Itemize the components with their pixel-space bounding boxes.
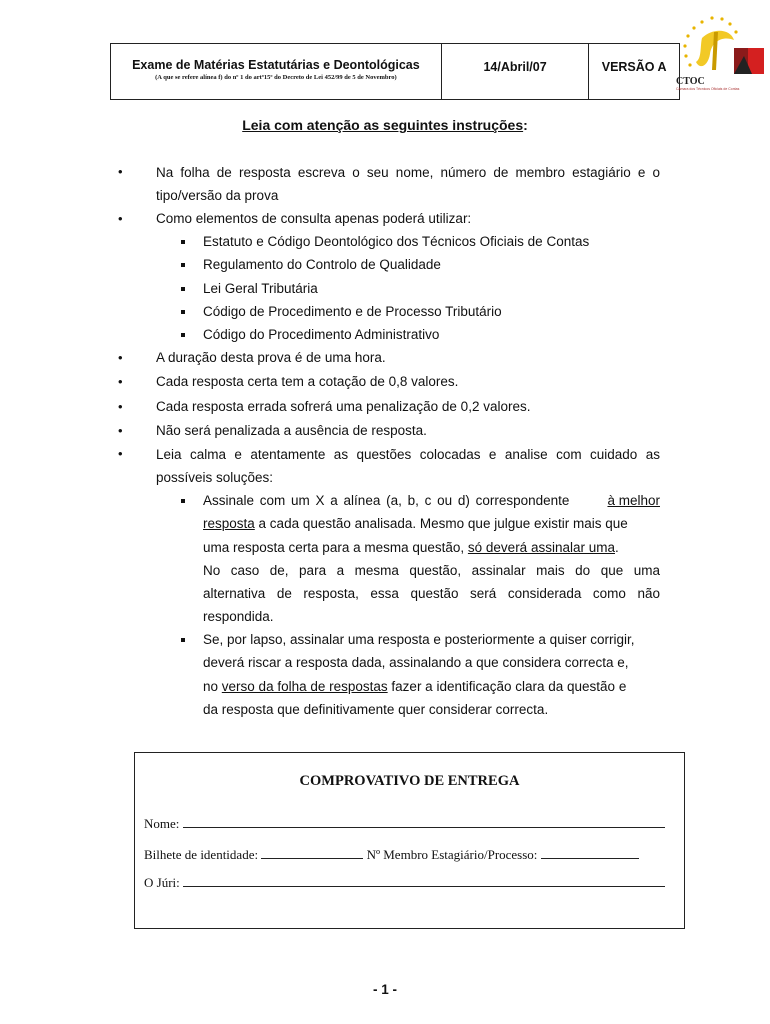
header-title-cell (111, 44, 442, 99)
instruction-2: Como elementos de consulta apenas poderá utilizar: (156, 211, 472, 226)
sub-bullet (181, 240, 185, 244)
correction-rule-text: no (203, 679, 219, 694)
header-table (110, 43, 680, 100)
instructions-title (0, 117, 770, 133)
receipt-title: COMPROVATIVO DE ENTREGA (299, 773, 520, 789)
jury-field[interactable] (144, 875, 665, 891)
answer-rule-emphasis: à melhor (607, 493, 660, 508)
correction-rule-line-3 (203, 679, 626, 694)
sub-bullet (181, 287, 185, 291)
bullet-dot: • (118, 399, 123, 414)
instruction-1-line-2: tipo/versão da prova (156, 188, 279, 203)
sub-bullet (181, 263, 185, 267)
instructions-title-text: Leia com atenção as seguintes instruções (242, 117, 524, 133)
name-label: Nome: (144, 816, 180, 831)
instruction-7-line-1: Leia calma e atentamente as questões colocadas e analise com cuidado as (156, 447, 660, 462)
member-blank[interactable] (541, 848, 639, 859)
instruction-5: Cada resposta errada sofrerá uma penalização de 0,2 valores. (156, 399, 531, 414)
jury-label: O Júri: (144, 875, 180, 890)
answer-rule-line-4: No caso de, para a mesma questão, assinalar mais do que uma (203, 563, 660, 578)
answer-rule-line-6: respondida. (203, 609, 274, 624)
page-number: - 1 - (372, 982, 397, 997)
instructions-title-colon: : (523, 117, 528, 133)
answer-rule-text: a cada questão analisada. Mesmo que julgue existir mais que (258, 516, 628, 531)
logo-text: CTOC (676, 76, 705, 87)
jury-blank[interactable] (183, 876, 665, 887)
instruction-7-line-2: possíveis soluções: (156, 470, 274, 485)
reference-2: Regulamento do Controlo de Qualidade (203, 257, 441, 272)
bullet-dot: • (118, 164, 123, 179)
correction-rule-emphasis: verso da folha de respostas (221, 679, 388, 694)
bullet-dot: • (118, 446, 123, 461)
id-field[interactable] (144, 847, 639, 863)
reference-3: Lei Geral Tributária (203, 281, 318, 296)
bullet-dot: • (118, 350, 123, 365)
id-blank[interactable] (261, 848, 363, 859)
name-blank[interactable] (183, 817, 665, 828)
instruction-1-line-1: Na folha de resposta escreva o seu nome, número de membro estagiário e o (156, 165, 660, 180)
answer-rule-emphasis: resposta (203, 516, 255, 531)
delivery-receipt-box (134, 752, 685, 929)
instruction-3: A duração desta prova é de uma hora. (156, 350, 386, 365)
sub-bullet (181, 499, 185, 503)
sub-bullet (181, 333, 185, 337)
sub-bullet (181, 638, 185, 642)
correction-rule-line-2: deverá riscar a resposta dada, assinalando a que considera correcta e, (203, 655, 629, 670)
exam-title: Exame de Matérias Estatutárias e Deontológicas (132, 58, 420, 72)
member-label: Nº Membro Estagiário/Processo: (366, 847, 538, 862)
bullet-dot: • (118, 374, 123, 389)
instruction-6: Não será penalizada a ausência de resposta. (156, 423, 427, 438)
answer-rule-text: Assinale com um X a alínea (a, b, c ou d) correspondente (203, 493, 570, 508)
correction-rule-text: fazer a identificação clara da questão e (391, 679, 627, 694)
exam-version: VERSÃO A (601, 60, 667, 74)
id-label: Bilhete de identidade: (144, 847, 259, 862)
answer-rule-period: . (614, 540, 619, 555)
answer-rule-line-2 (203, 516, 628, 531)
bullet-dot: • (118, 423, 123, 438)
answer-rule-emphasis: só deverá assinalar uma (467, 540, 615, 555)
answer-rule-line-1 (203, 493, 660, 508)
bullet-dot: • (118, 211, 123, 226)
reference-1: Estatuto e Código Deontológico dos Técnicos Oficiais de Contas (203, 234, 590, 249)
reference-5: Código do Procedimento Administrativo (203, 327, 440, 342)
reference-4: Código de Procedimento e de Processo Tributário (203, 304, 502, 319)
sub-bullet (181, 310, 185, 314)
logo-subtitle: Câmara dos Técnicos Oficiais de Contas (676, 87, 740, 91)
name-field[interactable] (144, 816, 665, 832)
answer-rule-line-3 (203, 540, 619, 555)
answer-rule-text: uma resposta certa para a mesma questão, (203, 540, 465, 555)
correction-rule-line-4: da resposta que definitivamente quer considerar correcta. (203, 702, 549, 717)
exam-date: 14/Abril/07 (442, 44, 589, 99)
exam-subtitle: (A que se refere alínea f) do nº 1 do artº15º do Decreto de Lei 452/99 de 5 de Novembro) (155, 74, 397, 81)
answer-rule-line-5: alternativa de resposta, essa questão será considerada como não (203, 586, 660, 601)
correction-rule-line-1: Se, por lapso, assinalar uma resposta e posteriormente a quiser corrigir, (203, 632, 635, 647)
instruction-4: Cada resposta certa tem a cotação de 0,8 valores. (156, 374, 459, 389)
